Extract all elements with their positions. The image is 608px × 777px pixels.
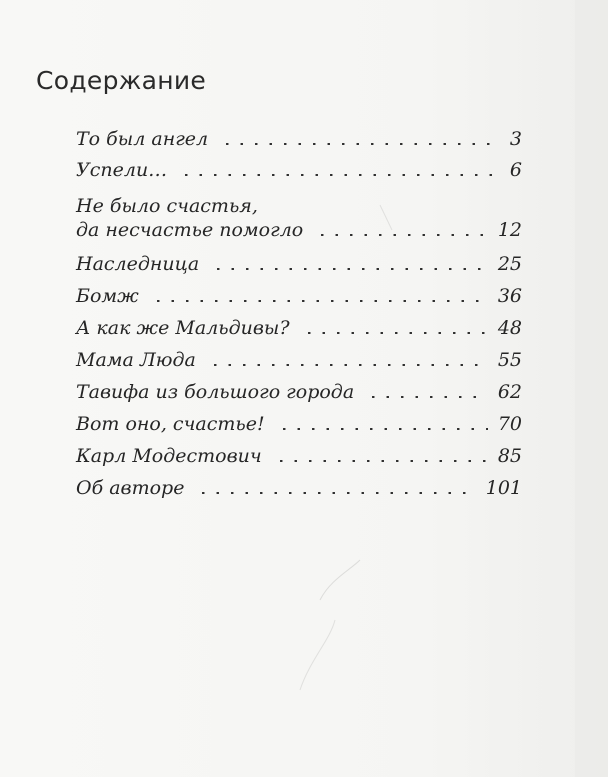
toc-page-number: 36 (497, 285, 522, 307)
toc-entry (76, 158, 522, 182)
toc-page-number: 3 (509, 128, 522, 150)
dot-leader (220, 143, 498, 145)
toc-entry (76, 252, 522, 276)
toc-entry-title: Об авторе (76, 477, 185, 499)
toc-page-number: 101 (485, 477, 522, 499)
toc-entry-title: Успели… (76, 159, 168, 181)
toc-page-number: 12 (497, 219, 522, 241)
dot-leader (208, 364, 488, 366)
dot-leader (366, 396, 488, 398)
toc-page-number: 62 (497, 381, 522, 403)
toc-entry-title-line: Не было счастья, (76, 195, 258, 217)
toc-page-number: 25 (497, 253, 522, 275)
toc-page-number: 48 (497, 317, 522, 339)
toc-entry-title: Мама Люда (76, 349, 196, 371)
toc-entry (76, 127, 522, 151)
dot-leader (274, 460, 488, 462)
dot-leader (151, 300, 488, 302)
toc-entry (76, 348, 522, 372)
toc-entry-title: То был ангел (76, 128, 209, 150)
toc-entry-title: Карл Модестович (76, 445, 262, 467)
toc-entry (76, 380, 522, 404)
dot-leader (277, 428, 488, 430)
toc-entry-title: А как же Мальдивы? (76, 317, 290, 339)
toc-entry-title: Бомж (76, 285, 139, 307)
dot-leader (179, 174, 498, 176)
dot-leader (211, 268, 488, 270)
toc-entry-title: Тавифа из большого города (76, 381, 355, 403)
toc-entry (76, 284, 522, 308)
page-heading: Содержание (36, 66, 207, 95)
dot-leader (315, 234, 488, 236)
toc-page-number: 85 (497, 445, 522, 467)
dot-leader (196, 492, 475, 494)
toc-entry (76, 412, 522, 436)
toc-entry (76, 476, 522, 500)
toc-entry-title: Наследница (76, 253, 200, 275)
table-of-contents (76, 127, 522, 500)
toc-entry (76, 316, 522, 340)
toc-page-number: 55 (497, 349, 522, 371)
toc-entry (76, 444, 522, 468)
toc-entry-title-line: да несчастье помогло (76, 219, 304, 241)
toc-page-number: 6 (509, 159, 522, 181)
toc-entry-title (76, 194, 303, 242)
toc-page-number: 70 (497, 413, 522, 435)
toc-entry-title: Вот оно, счастье! (76, 413, 265, 435)
toc-entry (76, 194, 522, 242)
dot-leader (302, 332, 488, 334)
